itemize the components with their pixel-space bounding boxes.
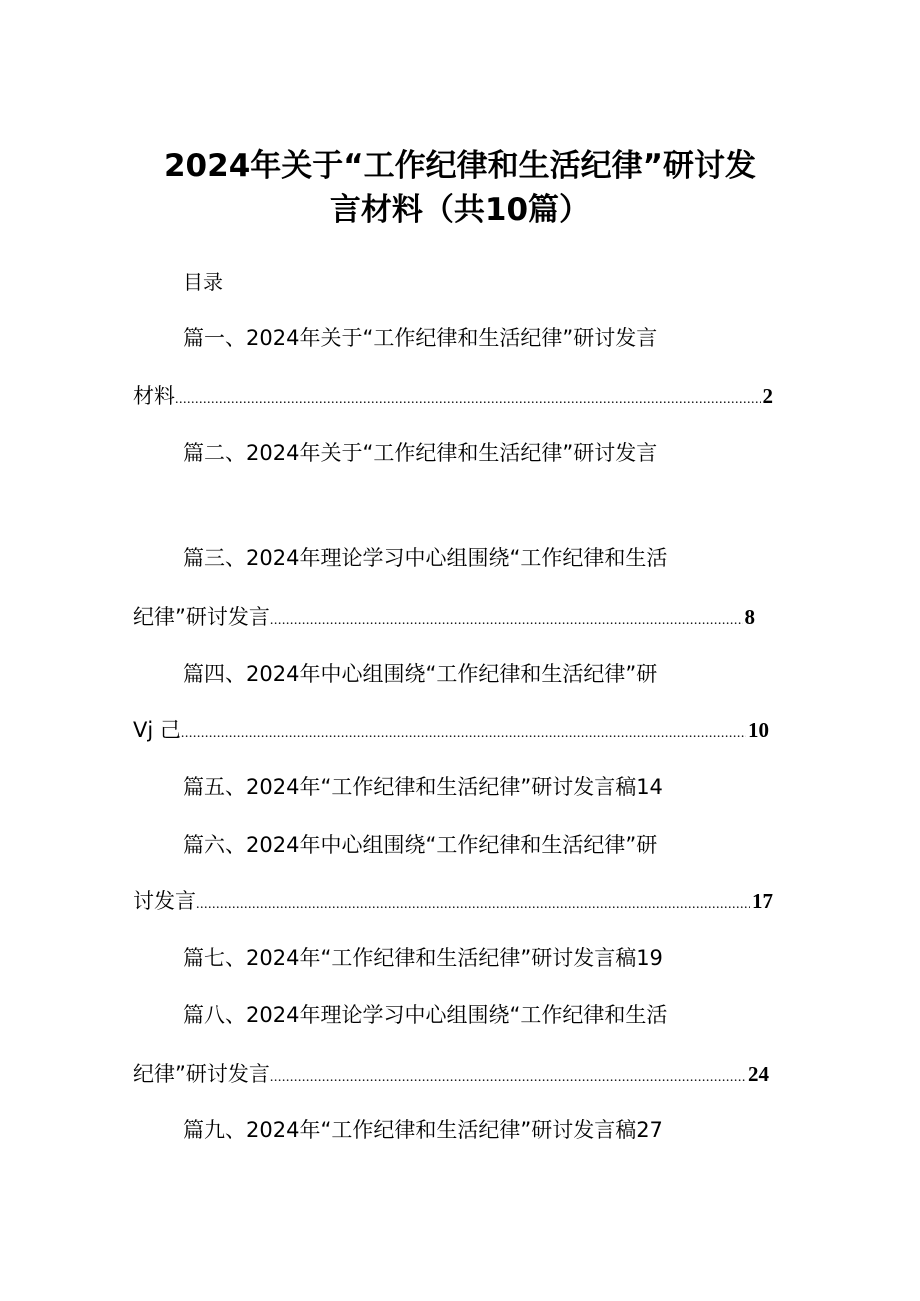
toc-entry-7[interactable]: 篇七、2024年“工作纪律和生活纪律”研讨发言稿19 bbox=[183, 946, 663, 970]
toc-entry-1-continuation[interactable] bbox=[133, 380, 773, 410]
toc-page-number: 8 bbox=[744, 605, 755, 629]
toc-entry-2[interactable]: 篇二、2024年关于“工作纪律和生活纪律”研讨发言 bbox=[183, 441, 658, 465]
toc-entry-6-continuation[interactable] bbox=[133, 885, 773, 915]
toc-label: 目录 bbox=[183, 270, 223, 294]
leader-dots bbox=[270, 614, 743, 628]
toc-entry-4[interactable]: 篇四、2024年中心组围绕“工作纪律和生活纪律”研 bbox=[183, 662, 658, 686]
toc-entry-text: Vj 己 bbox=[133, 718, 181, 742]
toc-entry-6[interactable]: 篇六、2024年中心组围绕“工作纪律和生活纪律”研 bbox=[183, 833, 658, 857]
document-title-line-1: 2024年关于“工作纪律和生活纪律”研讨发 bbox=[163, 148, 757, 184]
toc-entry-5[interactable]: 篇五、2024年“工作纪律和生活纪律”研讨发言稿14 bbox=[183, 775, 663, 799]
toc-entry-8-continuation[interactable] bbox=[133, 1058, 769, 1088]
leader-dots bbox=[181, 727, 746, 741]
leader-dots bbox=[175, 393, 761, 407]
toc-entry-3-continuation[interactable] bbox=[133, 601, 755, 631]
toc-page-number: 24 bbox=[748, 1062, 769, 1086]
toc-entry-3[interactable]: 篇三、2024年理论学习中心组围绕“工作纪律和生活 bbox=[183, 546, 668, 570]
toc-entry-8[interactable]: 篇八、2024年理论学习中心组围绕“工作纪律和生活 bbox=[183, 1003, 668, 1027]
toc-page-number: 2 bbox=[762, 384, 773, 408]
toc-page-number: 17 bbox=[752, 889, 773, 913]
document-title-line-2: 言材料（共10篇） bbox=[329, 192, 591, 228]
toc-entry-text: 纪律”研讨发言 bbox=[133, 605, 270, 629]
toc-page-number: 10 bbox=[748, 718, 769, 742]
toc-entry-9[interactable]: 篇九、2024年“工作纪律和生活纪律”研讨发言稿27 bbox=[183, 1118, 663, 1142]
toc-entry-text: 讨发言 bbox=[133, 889, 196, 913]
toc-entry-4-continuation[interactable] bbox=[133, 714, 769, 744]
leader-dots bbox=[270, 1071, 746, 1085]
toc-entry-1[interactable]: 篇一、2024年关于“工作纪律和生活纪律”研讨发言 bbox=[183, 326, 658, 350]
toc-entry-text: 材料 bbox=[133, 384, 175, 408]
toc-entry-text: 纪律”研讨发言 bbox=[133, 1062, 270, 1086]
leader-dots bbox=[196, 898, 750, 912]
